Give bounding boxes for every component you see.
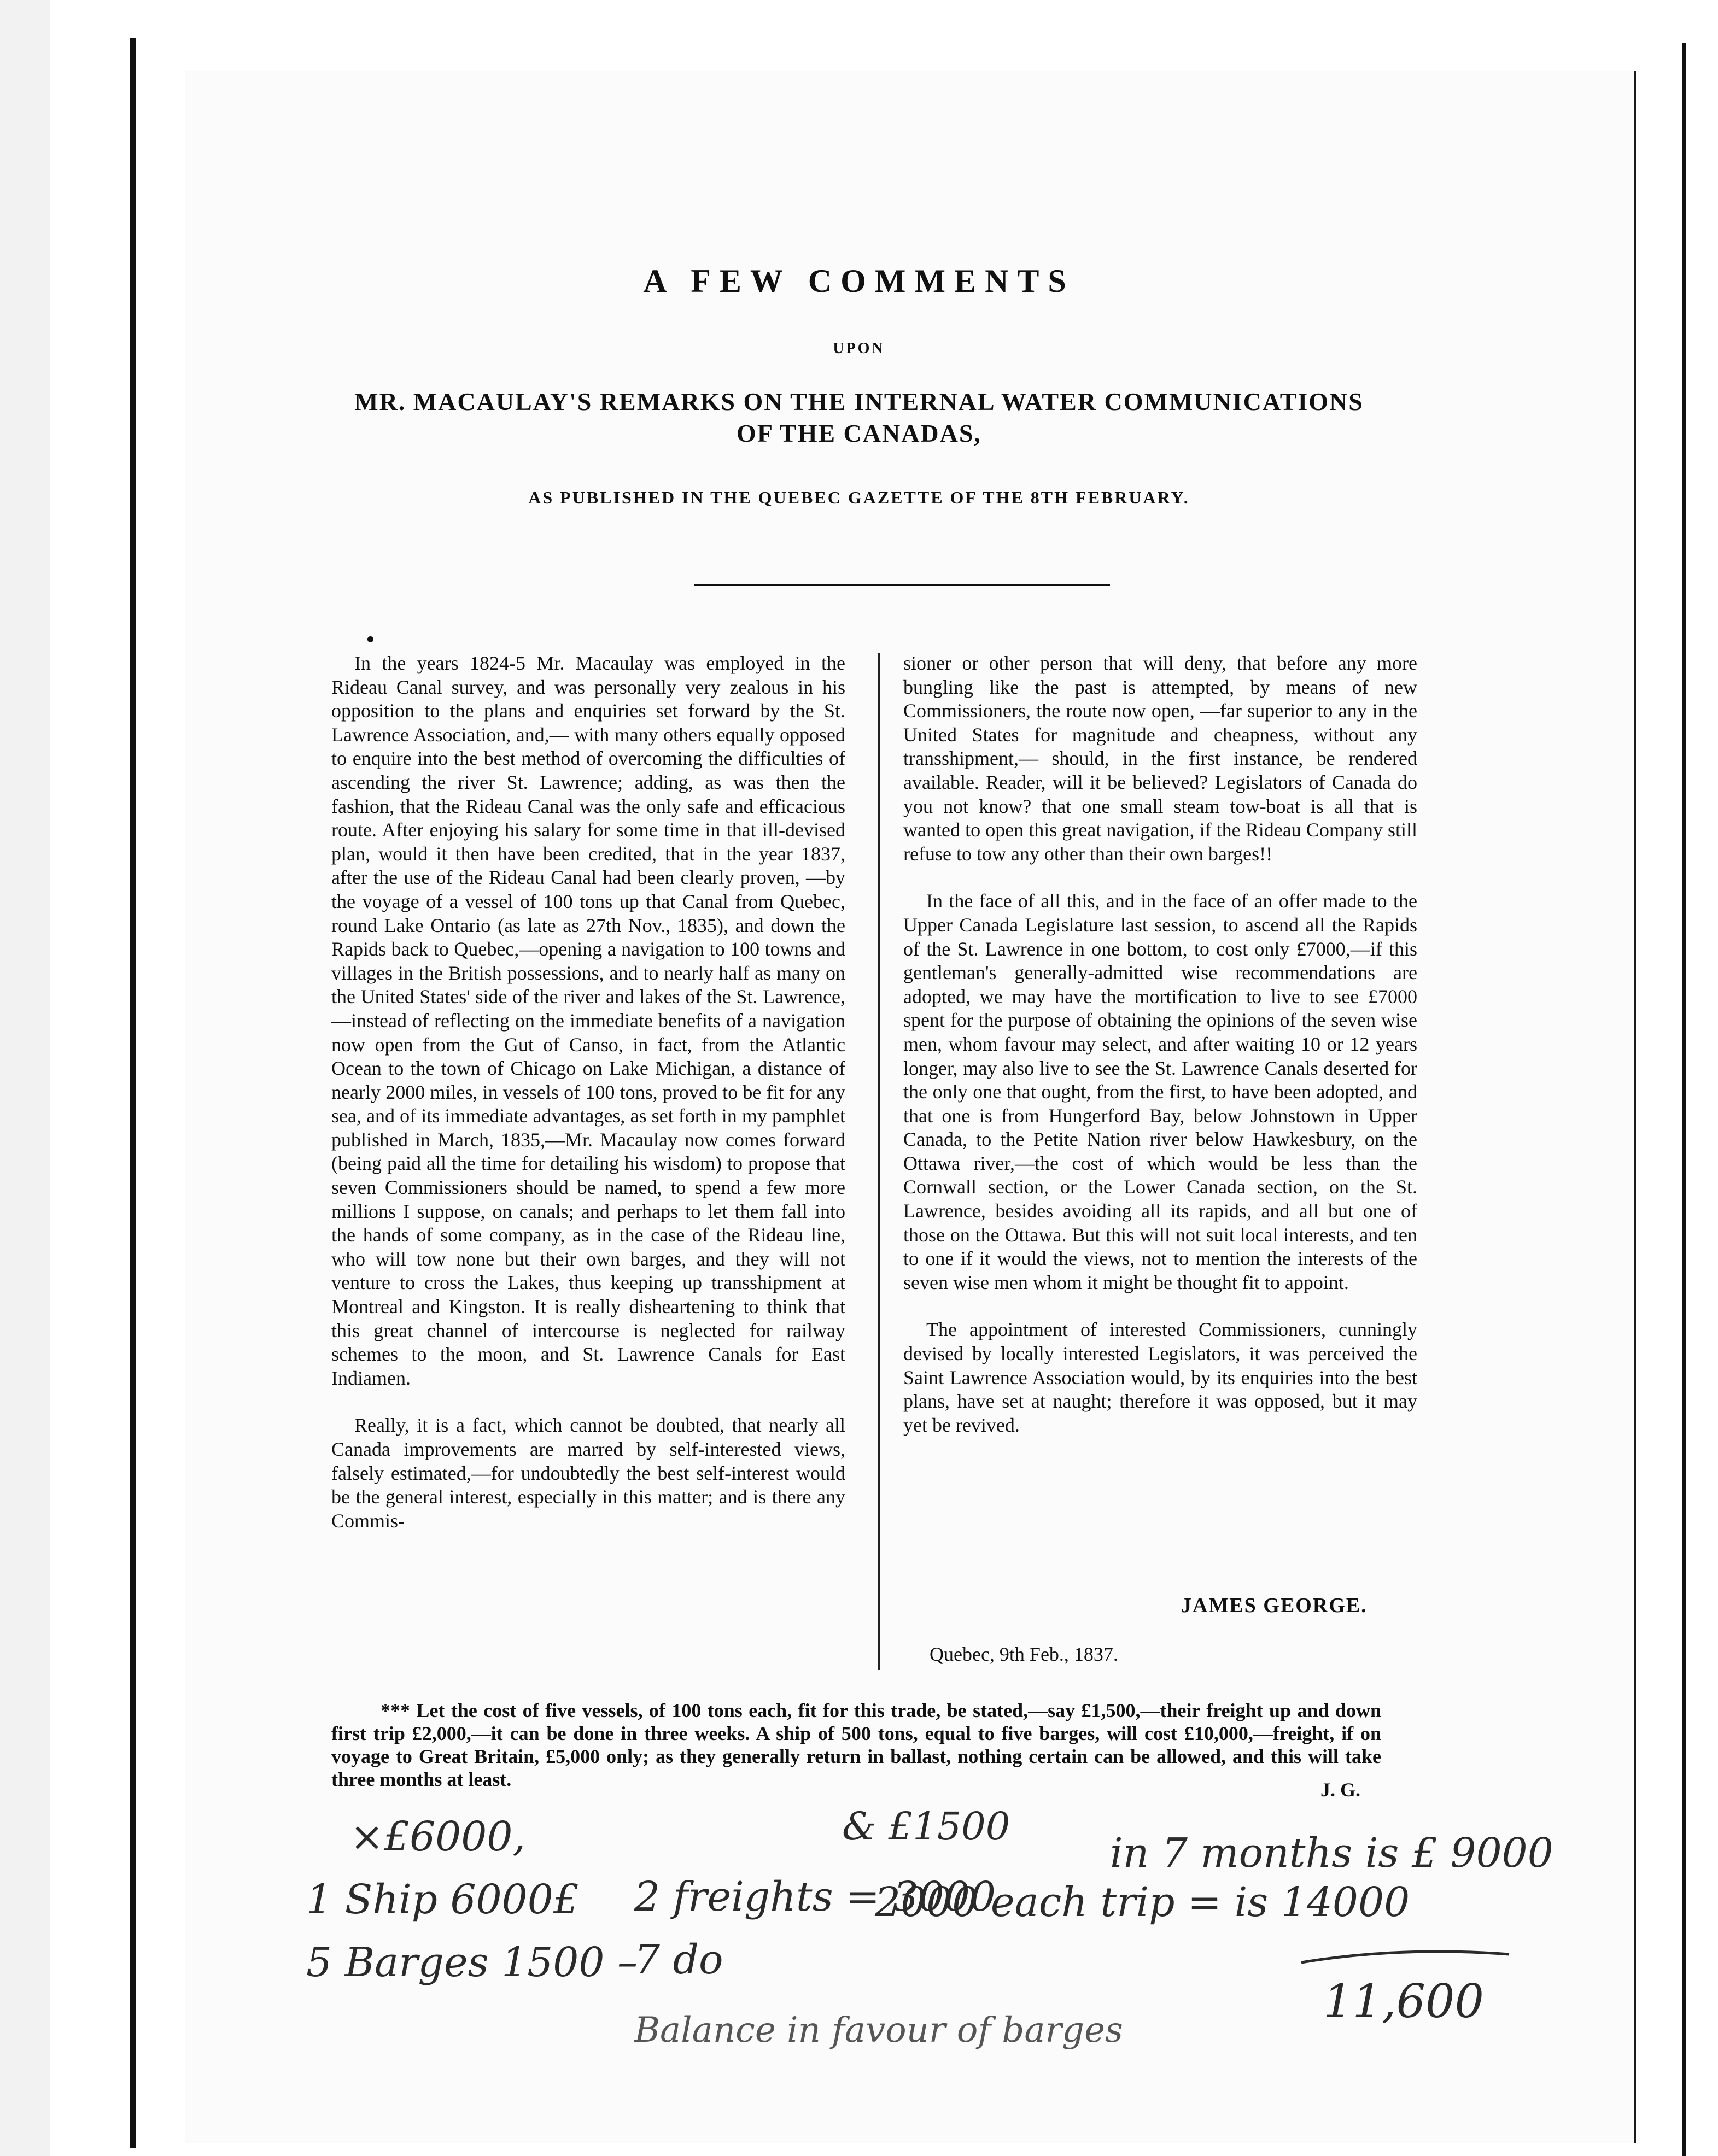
handwritten-note: 2000 each trip = is 14000 [875, 1879, 1410, 1926]
handwritten-underline [1301, 1952, 1509, 1962]
title-upon: UPON [833, 340, 885, 357]
handwritten-note: & £1500 [842, 1804, 1010, 1849]
handwritten-note: 1 Ship 6000£ [306, 1876, 579, 1923]
handwritten-note: Balance in favour of barges [634, 2010, 1123, 2050]
handwritten-note: 2 freights = 3000 [634, 1873, 996, 1920]
handwritten-note: 5 Barges 1500 – [306, 1939, 638, 1986]
publication-note: AS PUBLISHED IN THE QUEBEC GAZETTE OF THE 8TH FEBRUARY. [528, 488, 1190, 507]
handwritten-note: 7 do [634, 1936, 723, 1983]
right-paragraph-3: The appointment of interested Commissioners, cunningly devised by locally interested Legislators, it was perceived the Saint Lawrence Association would, by its enquiries into the best plans, have set at naught; therefore it was opposed, but it may yet be revived. [903, 1319, 1417, 1436]
left-paragraph-1: In the years 1824-5 Mr. Macaulay was employed in the Rideau Canal survey, and was personally very zealous in his opposition to the plans and enquiries set forward by the St. Lawrence Association, and,— with many others equally opposed to enquire into the best method of overcoming the difficulties of ascending the river St. Lawrence; adding, as was then the fashion, that the Rideau Canal was the only safe and efficacious route. After enjoying his salary for some time in that ill-devised plan, would it then have been credited, that in the year 1837, after the use of the Rideau Canal had been clearly proven, —by the voyage of a vessel of 100 tons up that Canal from Quebec, round Lake Ontario (as late as 27th Nov., 1835), and down the Rapids back to Quebec,—opening a navigation to 100 towns and villages in the British possessions, and to nearly half as many on the United States' side of the river and lakes of the St. Lawrence,—instead of reflecting on the immediate benefits of a navigation now open from the Gut of Canso, in fact, from the Atlantic Ocean to the town of Chicago on Lake Michigan, a distance of nearly 2000 miles, in vessels of 100 tons, proved to be fit for any sea, and of its immediate advantages, as set forth in my pamphlet published in March, 1835,—Mr. Macaulay now comes forward (being paid all the time for detailing his wisdom) to propose that seven Commissioners should be named, to spend a few more millions I suppose, on canals; and perhaps to let them fall into the hands of some company, as in the case of the Rideau line, who will tow none but their own barges, and they will not venture to cross the Lakes, thus keeping up transshipment at Montreal and Kingston. It is really disheartening to think that this great channel of intercourse is neglected for railway schemes to the moon, and St. Lawrence Canals for East Indiamen. [331, 652, 845, 1389]
right-paragraph-1: sioner or other person that will deny, that before any more bungling like the past is attempted, by means of new Commissioners, the route now open, —far superior to any in the United States for magnitude and cheapness, without any transshipment,— should, in the first instance, be rendered available. Reader, will it be believed? Legislators of Canada do you not know? that one small steam tow-boat is all that is wanted to open this great navigation, if the Rideau Company still refuse to tow any other than their own barges!! [903, 652, 1417, 865]
footnote-initials: J. G. [1320, 1779, 1361, 1801]
document-title: A FEW COMMENTS [643, 263, 1075, 299]
dateline: Quebec, 9th Feb., 1837. [930, 1643, 1118, 1665]
handwritten-note: in 7 months is £ 9000 [1110, 1830, 1553, 1877]
author-signature: JAMES GEORGE. [1181, 1594, 1368, 1617]
document-subtitle: MR. MACAULAY'S REMARKS ON THE INTERNAL WATER COMMUNICATIONS OF THE CANADAS, [354, 388, 1364, 447]
right-paragraph-2: In the face of all this, and in the face of an offer made to the Upper Canada Legislature last session, to ascend all the Rapids of the St. Lawrence in one bottom, to cost only £7000,—if this gentleman's generally-admitted wise recommendations are adopted, we may have the mortification to live to see £7000 spent for the purpose of obtaining the opinions of the seven wise men, whom favour may select, and after waiting 10 or 12 years longer, may also live to see the St. Lawrence Canals deserted for the only one that ought, from the first, to have been adopted, and that one is from Hungerford Bay, below Johnstown in Upper Canada, to the Petite Nation river below Hawkesbury, on the Ottawa river,—the cost of which would be less than the Cornwall section, or the Lower Canada section, on the St. Lawrence, besides avoiding all its rapids, and all but one of those on the Ottawa. But this will not suit local interests, and ten to one if it would the views, not to mention the interests of the seven wise men whom it might be thought fit to appoint. [903, 890, 1417, 1293]
left-paragraph-2: Really, it is a fact, which cannot be doubted, that nearly all Canada improvements are marred by self-interested views, falsely estimated,—for undoubtedly the best self-interest would be the general interest, especially in this matter; and is there any Commis- [331, 1414, 845, 1532]
handwritten-note: ×£6000, [350, 1813, 525, 1860]
footnote-text: *** Let the cost of five vessels, of 100 tons each, fit for this trade, be stated,—say £1,500,—their freight up and down first trip £2,000,—it can be done in three weeks. A ship of 500 tons, equal to five barges, will cost £10,000,—freight, if on voyage to Great Britain, £5,000 only; as they generally return in ballast, nothing certain can be allowed, and this will take three months at least. [331, 1700, 1381, 1790]
handwritten-note: 11,600 [1323, 1975, 1484, 2028]
